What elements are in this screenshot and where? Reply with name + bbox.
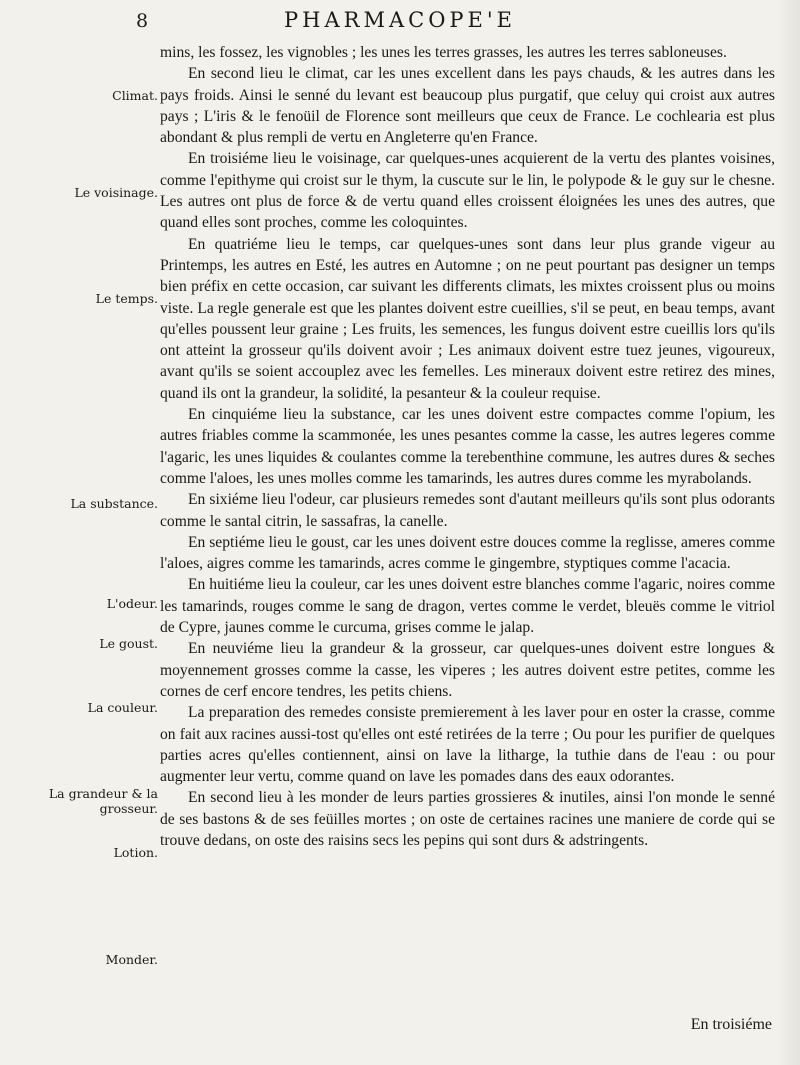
paragraph-odeur: En sixiéme lieu l'odeur, car plusieurs remedes sont d'autant meilleurs qu'ils sont plus odorants comme le santal citrin, le sassafras, la canelle.: [160, 491, 775, 530]
paragraph-climat: En second lieu le climat, car les unes excellent dans les pays chauds, & les autres dans les pays froids. Ainsi le senné du levant est beaucoup plus purgatif, que celuy qui croist aux autres pays ; L'iris & le fenoüil de Florence sont meilleurs que ceux de France. Le cochlearia est plus abondant & plus rempli de vertu en Angleterre qu'en France.: [160, 65, 775, 147]
page-number: 8: [136, 10, 149, 32]
sidenote-substance: La substance.: [70, 496, 158, 511]
sidenote-odeur: L'odeur.: [106, 596, 158, 611]
body-text: [160, 42, 775, 851]
paragraph-grandeur: En neuviéme lieu la grandeur & la grosseur, car quelques-unes doivent estre longues & moyennement grosses comme la casse, les viperes ; les autres doivent estre petites, comme les cornes de cerf encore tendres, les petits chiens.: [160, 640, 775, 700]
paragraph-lotion: La preparation des remedes consiste premierement à les laver pour en oster la crasse, comme on fait aux racines aussi-tost qu'elles ont esté retirées de la terre ; Ou pour les purifier de quelques parties acres qu'elles contiennent, ainsi on lave la litharge, la tuthie dans de l'eau : ou pour augmenter leur vertu, comme quand on lave les pomades dans des eaux odorantes.: [160, 704, 775, 786]
page-edge-shadow: [776, 0, 800, 1065]
sidenote-climat: Climat.: [112, 88, 158, 103]
paragraph-continued: mins, les fossez, les vignobles ; les unes les terres grasses, les autres les terres sabloneuses.: [160, 44, 727, 61]
sidenote-monder: Monder.: [105, 952, 158, 967]
paragraph-voisinage: En troisiéme lieu le voisinage, car quelques-unes acquierent de la vertu des plantes voisines, comme l'epithyme qui croist sur le thym, la cuscute sur le lin, le polypode & le guy sur le chesne. Les autres ont plus de force & de vertu quand elles croissent éloignées les unes des autres, que quand elles sont proches, comme les coloquintes.: [160, 150, 775, 232]
sidenote-temps: Le temps.: [95, 291, 158, 306]
running-title: PHARMACOPE'E: [284, 8, 516, 32]
sidenote-voisinage: Le voisinage.: [74, 185, 158, 200]
paragraph-temps: En quatriéme lieu le temps, car quelques-unes sont dans leur plus grande vigeur au Printemps, les autres en Esté, les autres en Automne ; on ne peut pourtant pas designer un temps bien préfix en cette occasion, car suivant les differents climats, les mixtes croissent plus ou moins viste. La regle generale est que les plantes doivent estre cueillies, s'il se peut, en beau temps, avant qu'elles poussent leur graine ; Les fruits, les semences, les fungus doivent estre cueillis lors qu'ils ont atteint la grosseur qu'ils doivent avoir ; Les animaux doivent estre tuez jeunes, vigoureux, avant qu'ils se soient accouplez avec les femelles. Les mineraux doivent estre retirez des mines, quand ils ont la grandeur, la solidité, la pesanteur & la couleur requise.: [160, 235, 775, 402]
paragraph-monder: En second lieu à les monder de leurs parties grossieres & inutiles, ainsi l'on monde le senné de ses bastons & de ses feüilles mortes ; on oste de certaines racines une maniere de corde qui se trouve dedans, on oste des raisins secs les pepins qui sont durs & adstringents.: [160, 789, 775, 849]
sidenote-couleur: La couleur.: [87, 700, 158, 715]
page-header: [0, 4, 800, 36]
paragraph-couleur: En huitiéme lieu la couleur, car les unes doivent estre blanches comme l'agaric, noires comme les tamarinds, rouges comme le sang de dragon, vertes comme le verdet, bleuës comme le vitriol de Cypre, jaunes comme le curcuma, grises comme le jalap.: [160, 576, 775, 637]
paragraph-substance: En cinquiéme lieu la substance, car les unes doivent estre compactes comme l'opium, les autres friables comme la scammonée, les unes pesantes comme la casse, les autres legeres comme l'agaric, les unes liquides & coulantes comme la terebenthine commune, les autres dures & seches comme l'aloes, les unes molles comme les tamarinds, les autres dures comme les myrabolands.: [160, 406, 775, 487]
paragraph-goust: En septiéme lieu le goust, car les unes doivent estre douces comme la reglisse, ameres comme l'aloes, aigres comme les tamarinds, acres comme le gingembre, styptiques comme l'acacia.: [160, 533, 775, 573]
catchword: En troisiéme: [690, 1016, 772, 1033]
sidenote-lotion: Lotion.: [113, 845, 158, 860]
sidenote-goust: Le goust.: [99, 636, 158, 651]
sidenote-grandeur: La grandeur & la grosseur.: [48, 786, 158, 816]
